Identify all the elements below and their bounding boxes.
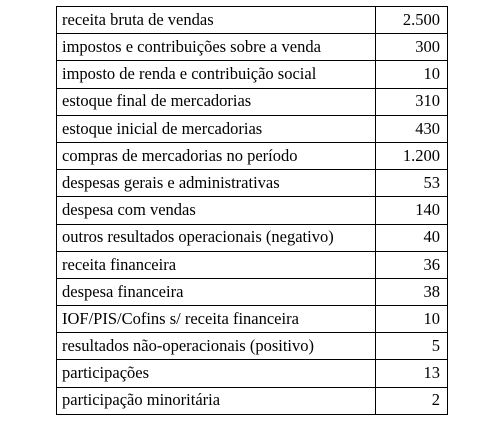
table-row xyxy=(57,170,448,197)
row-label: imposto de renda e contribuição social xyxy=(57,61,376,88)
row-value: 1.200 xyxy=(376,142,448,169)
row-value: 140 xyxy=(376,197,448,224)
table-row xyxy=(57,224,448,251)
table-row xyxy=(57,387,448,414)
row-label: participação minoritária xyxy=(57,387,376,414)
row-label: compras de mercadorias no período xyxy=(57,142,376,169)
table-row xyxy=(57,278,448,305)
table-row xyxy=(57,88,448,115)
row-label: participações xyxy=(57,360,376,387)
row-label: receita financeira xyxy=(57,251,376,278)
row-value: 36 xyxy=(376,251,448,278)
table-row xyxy=(57,251,448,278)
row-label: resultados não-operacionais (positivo) xyxy=(57,333,376,360)
table-row xyxy=(57,360,448,387)
row-value: 40 xyxy=(376,224,448,251)
row-value: 53 xyxy=(376,170,448,197)
table-row xyxy=(57,115,448,142)
row-label: impostos e contribuições sobre a venda xyxy=(57,34,376,61)
table-row xyxy=(57,61,448,88)
row-label: despesas gerais e administrativas xyxy=(57,170,376,197)
row-label: despesa com vendas xyxy=(57,197,376,224)
row-value: 430 xyxy=(376,115,448,142)
row-value: 5 xyxy=(376,333,448,360)
table-row xyxy=(57,142,448,169)
row-label: estoque inicial de mercadorias xyxy=(57,115,376,142)
row-label: despesa financeira xyxy=(57,278,376,305)
row-value: 10 xyxy=(376,61,448,88)
table-row xyxy=(57,34,448,61)
row-label: IOF/PIS/Cofins s/ receita financeira xyxy=(57,306,376,333)
table-row xyxy=(57,7,448,34)
row-value: 2.500 xyxy=(376,7,448,34)
row-value: 13 xyxy=(376,360,448,387)
row-value: 310 xyxy=(376,88,448,115)
row-value: 300 xyxy=(376,34,448,61)
table-row xyxy=(57,306,448,333)
row-label: estoque final de mercadorias xyxy=(57,88,376,115)
financial-items-table xyxy=(56,6,448,415)
table-row xyxy=(57,333,448,360)
row-label: outros resultados operacionais (negativo) xyxy=(57,224,376,251)
row-value: 2 xyxy=(376,387,448,414)
row-value: 38 xyxy=(376,278,448,305)
row-label: receita bruta de vendas xyxy=(57,7,376,34)
table-row xyxy=(57,197,448,224)
row-value: 10 xyxy=(376,306,448,333)
table-body xyxy=(57,7,448,415)
